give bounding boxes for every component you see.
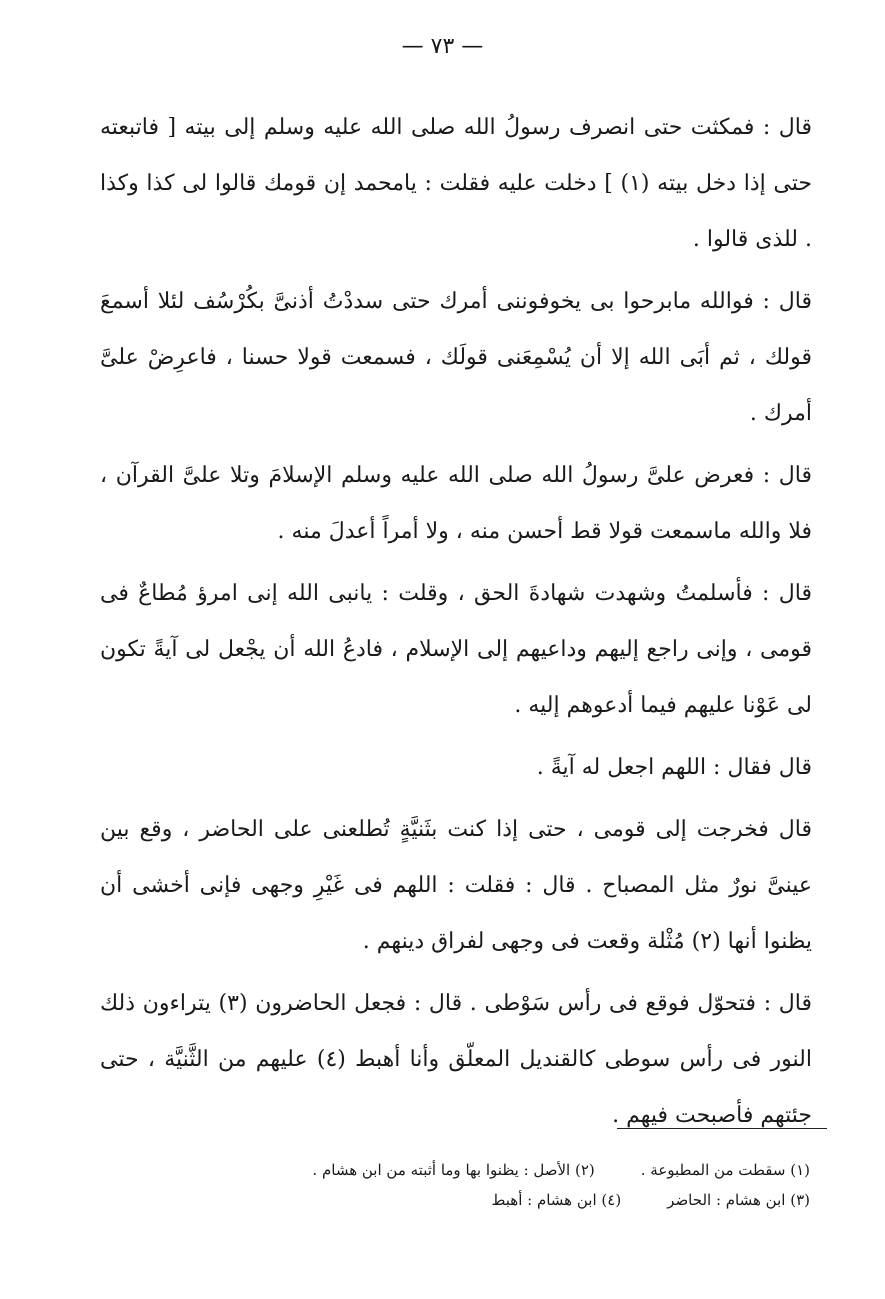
paragraph-5: قال فقال : اللهم اجعل له آيةً . <box>536 755 812 780</box>
body-text <box>100 100 812 1150</box>
footnote-row <box>150 1155 810 1185</box>
paragraph-1: قال : فمكثت حتى انصرف رسولُ الله صلى الله عليه وسلم إلى بيته [ فاتبعته حتى إذا دخل بيته (١) ] دخلت عليه فقلت : يامحمد إن قومك قالوا لى كذا وكذا . للذى قالوا . <box>100 115 812 252</box>
footnote-2: (٢) الأصل : يظنوا بها وما أثبته من ابن هشام . <box>312 1161 595 1179</box>
footnote-1: (١) سقطت من المطبوعة . <box>640 1161 810 1179</box>
paragraph-3: قال : فعرض علىَّ رسولُ الله صلى الله عليه وسلم الإسلامَ وتلا علىَّ القرآن ، فلا والله ماسمعت قولا قط أحسن منه ، ولا أمراً أعدلَ منه . <box>100 463 812 544</box>
footnote-3: (٣) ابن هشام : الحاضر <box>667 1191 810 1209</box>
footnote-row <box>150 1185 810 1215</box>
paragraph-6: قال فخرجت إلى قومى ، حتى إذا كنت بثَنيَّةٍ تُطلعنى على الحاضر ، وقع بين عينىَّ نورٌ مثل المصباح . قال : فقلت : اللهم فى غَيْرِ وجهى فإنى أخشى أن يظنوا أنها (٢) مُثْلة وقعت فى وجهى لفراق دينهم . <box>100 817 812 954</box>
page-number: — ٧٣ — <box>401 34 484 59</box>
footnote-divider <box>617 1128 827 1129</box>
footnotes <box>150 1155 810 1215</box>
paragraph-7: قال : فتحوّل فوقع فى رأس سَوْطى . قال : فجعل الحاضرون (٣) يتراءون ذلك النور فى رأس سوطى كالقنديل المعلّق وأنا أهبط (٤) عليهم من الثَّنيَّة ، حتى جئتهم فأصبحت فيهم . <box>100 991 812 1128</box>
footnote-4: (٤) ابن هشام : أهبط <box>491 1191 622 1209</box>
paragraph-4: قال : فأسلمتُ وشهدت شهادةَ الحق ، وقلت : يانبى الله إنى امرؤ مُطاعٌ فى قومى ، وإنى راجع إليهم وداعيهم إلى الإسلام ، فادعُ الله أن يجْعل لى آيةً تكون لى عَوْنا عليهم فيما أدعوهم إليه . <box>100 581 812 718</box>
paragraph-2: قال : فوالله مابرحوا بى يخوفوننى أمرك حتى سددْتُ أذنىَّ بكُرْسُف لئلا أسمعَ قولك ، ثم أبَى الله إلا أن يُسْمِعَنى قولَك ، فسمعت قولا حسنا ، فاعرِضْ علىَّ أمرك . <box>100 289 812 426</box>
